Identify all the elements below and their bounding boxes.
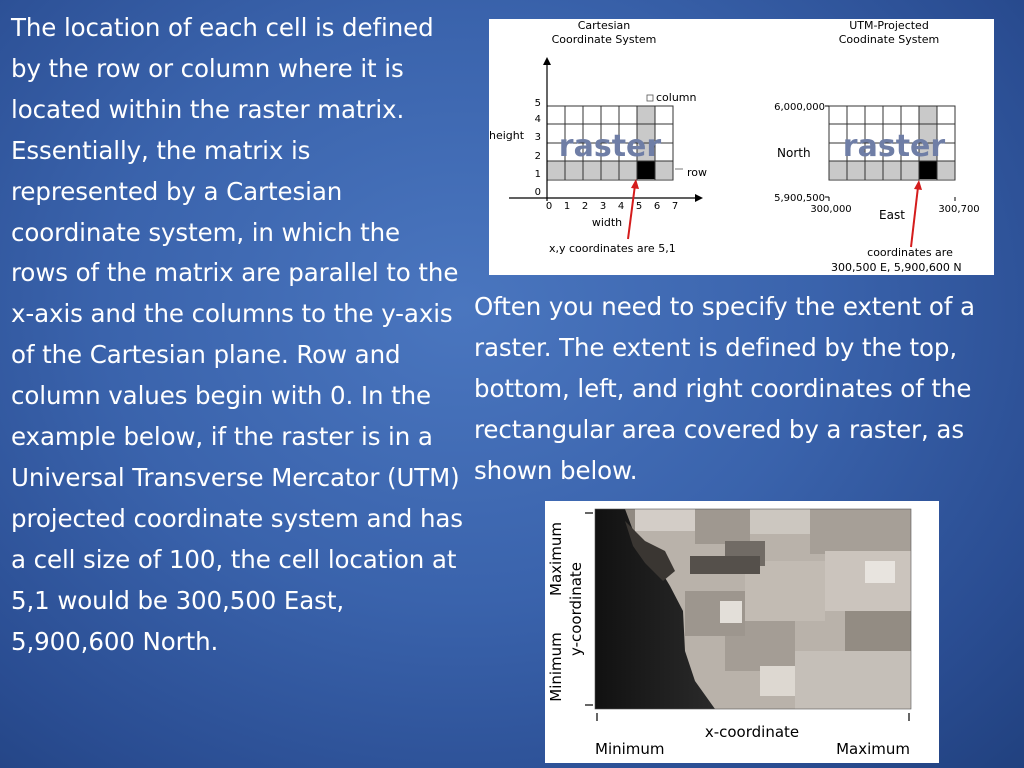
utm-raster-word: raster bbox=[842, 129, 946, 164]
cartesian-title-line1: Cartesian bbox=[577, 19, 631, 32]
east-max-label: 300,700 bbox=[938, 204, 980, 215]
x-tick: 5 bbox=[635, 201, 643, 212]
x-tick: 7 bbox=[671, 201, 679, 212]
utm-title-line2: Coodinate System bbox=[838, 33, 940, 46]
left-paragraph: The location of each cell is defined by the row or column where it is located within the raster matrix. Essentially, the matrix is represented by a Cartesian coordinate system, in which the rows of the matrix are parallel to the x-axis and the columns to the y-axis of the Cartesian plane. Row and column values begin with 0. In the example below, if the raster is in a Universal Transverse Mercator (UTM) projected coordinate system and has a cell size of 100, the cell location at 5,1 would be 300,500 East, 5,900,600 North. bbox=[11, 13, 463, 656]
east-label: East bbox=[879, 208, 905, 222]
utm-title-line1: UTM-Projected bbox=[849, 19, 929, 32]
y-tick: 0 bbox=[534, 187, 541, 198]
y-tick: 5 bbox=[534, 98, 541, 109]
width-label: width bbox=[591, 216, 623, 229]
east-min-label: 300,000 bbox=[810, 204, 852, 215]
x-tick: 4 bbox=[617, 201, 625, 212]
cartesian-raster-word: raster bbox=[558, 129, 662, 164]
xy-caption: x,y coordinates are 5,1 bbox=[549, 242, 676, 255]
cartesian-title-line2: Coordinate System bbox=[551, 33, 657, 46]
x-tick: 6 bbox=[653, 201, 661, 212]
y-max-label: Maximum bbox=[547, 522, 565, 596]
north-max-label: 6,000,000 bbox=[774, 102, 825, 113]
row-label: row bbox=[687, 166, 708, 179]
raster-image bbox=[595, 509, 911, 709]
utm-grid bbox=[829, 106, 955, 180]
column-label: column bbox=[656, 91, 697, 104]
north-min-label: 5,900,500 bbox=[774, 193, 825, 204]
right-paragraph: Often you need to specify the extent of a raster. The extent is defined by the top, bottom, left, and right coordinates of the rectangular area covered by a raster, as shown below. bbox=[474, 292, 975, 485]
y-tick: 2 bbox=[534, 151, 541, 162]
x-axis-label: x-coordinate bbox=[704, 723, 800, 741]
x-tick: 0 bbox=[545, 201, 553, 212]
coords-caption-line2: 300,500 E, 5,900,600 N bbox=[831, 261, 962, 274]
y-axis-label: y-coordinate bbox=[567, 561, 585, 657]
y-tick: 4 bbox=[534, 114, 541, 125]
cartesian-grid bbox=[547, 106, 673, 180]
y-tick: 1 bbox=[534, 169, 541, 180]
north-label: North bbox=[777, 146, 811, 160]
coords-caption-line1: coordinates are bbox=[867, 246, 953, 259]
coordinate-systems-figure bbox=[489, 19, 994, 275]
x-tick: 2 bbox=[581, 201, 589, 212]
y-min-label: Minimum bbox=[547, 632, 565, 702]
x-max-label: Maximum bbox=[836, 740, 910, 758]
x-tick: 3 bbox=[599, 201, 607, 212]
y-tick: 3 bbox=[534, 132, 541, 143]
x-tick: 1 bbox=[563, 201, 571, 212]
height-label: height bbox=[489, 129, 525, 142]
raster-extent-figure bbox=[545, 501, 939, 763]
x-min-label: Minimum bbox=[595, 740, 665, 758]
